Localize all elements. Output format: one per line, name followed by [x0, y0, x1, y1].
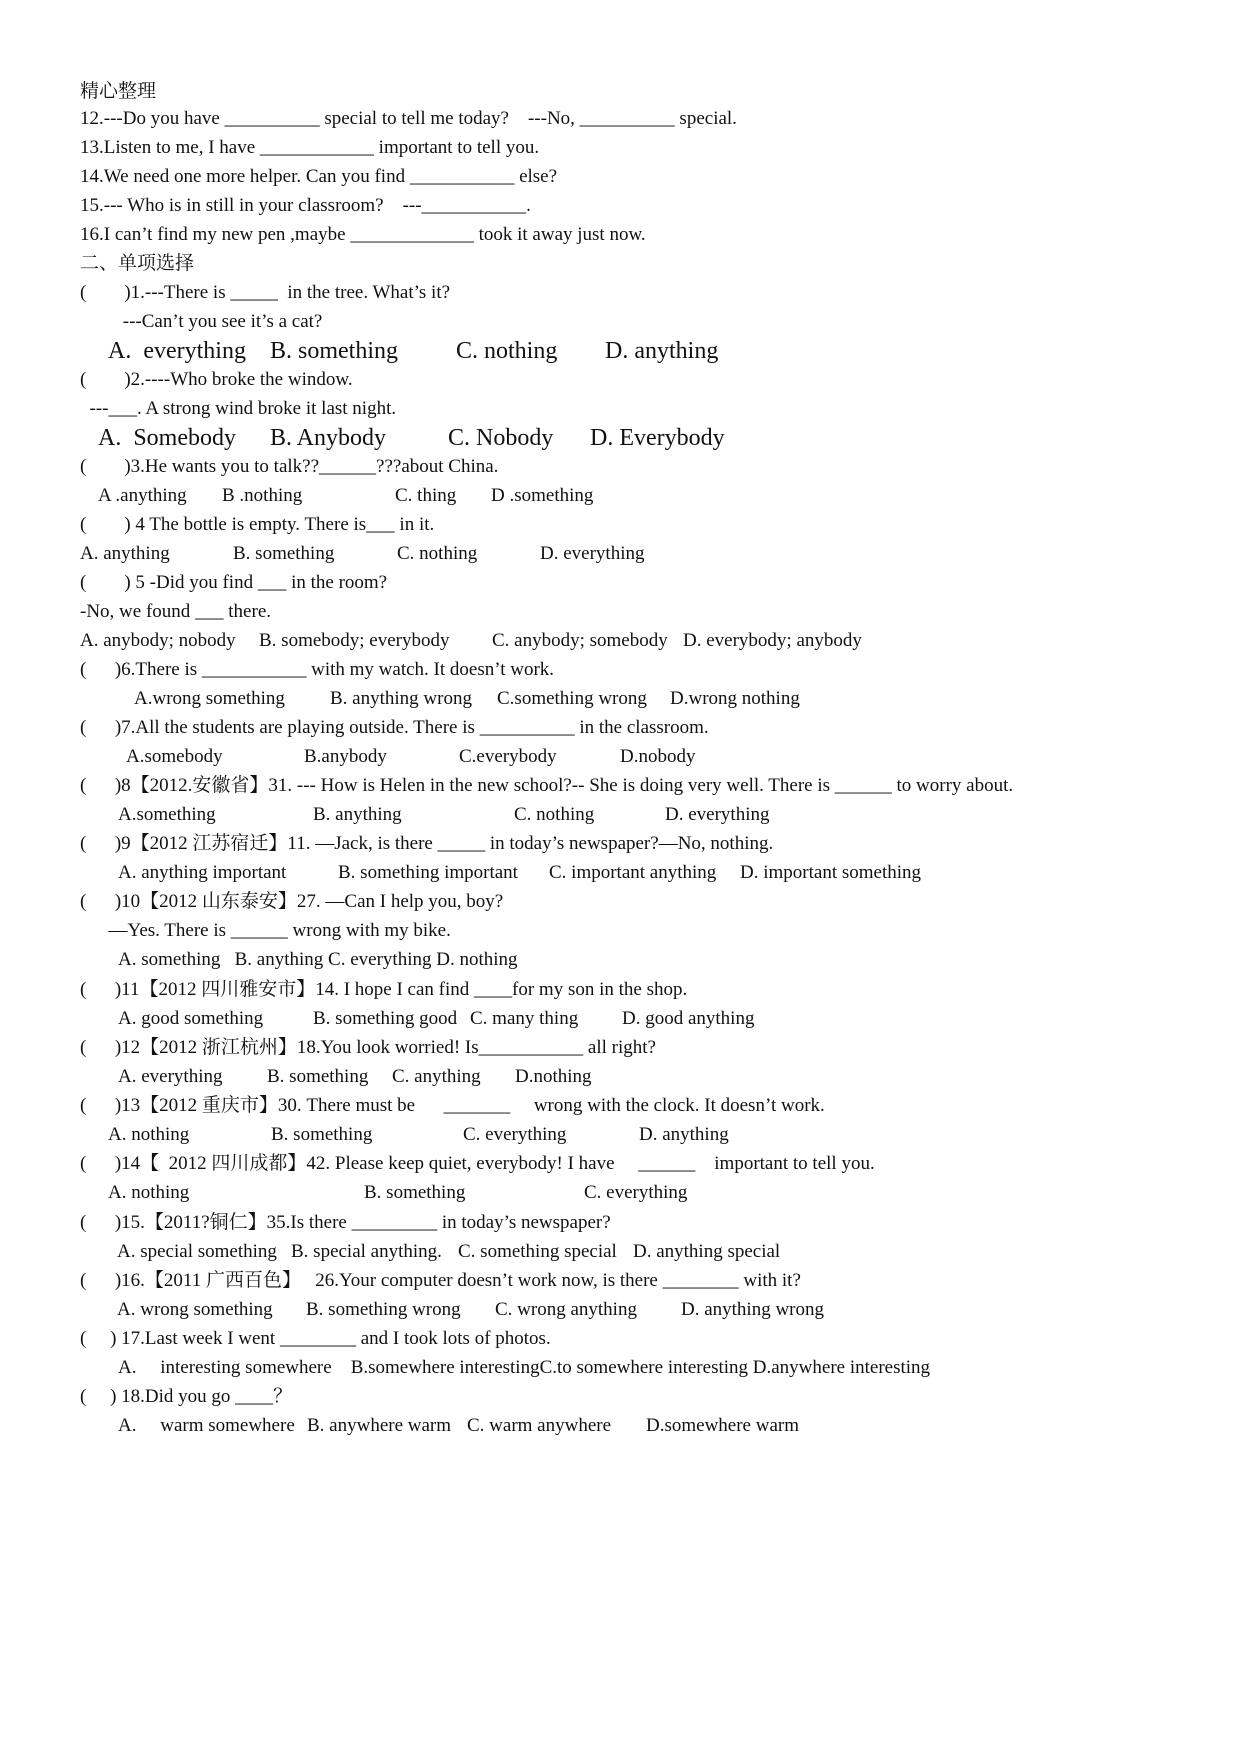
question-1-line-1: ( )1.---There is _____ in the tree. What’s it?: [80, 282, 451, 303]
question-14-option-c: C. everything: [584, 1182, 688, 1203]
question-4-option-a: A. anything: [80, 543, 170, 564]
question-14-option-a: A. nothing: [108, 1182, 190, 1203]
question-2-option-d: D. Everybody: [590, 425, 725, 451]
question-12-option-d: D.nothing: [515, 1066, 592, 1087]
question-10-options: A. something B. anything C. everything D. nothing: [118, 949, 518, 970]
question-11-option-d: D. good anything: [622, 1008, 755, 1029]
fill-blank-14: 14.We need one more helper. Can you find ___________ else?: [80, 166, 558, 187]
question-2-line-1: ( )2.----Who broke the window.: [80, 369, 353, 390]
question-11-line-1: ( )11【2012 四川雅安市】14. I hope I can find ____for my son in the shop.: [80, 979, 688, 1000]
question-4-option-c: C. nothing: [397, 543, 478, 564]
question-9-option-b: B. something important: [338, 862, 518, 883]
question-18-option-b: B. anywhere warm: [307, 1415, 452, 1436]
question-7-line-1: ( )7.All the students are playing outside. There is __________ in the classroom.: [80, 717, 709, 738]
question-14-option-b: B. something: [364, 1182, 466, 1203]
question-9-option-d: D. important something: [740, 862, 922, 883]
question-6-option-b: B. anything wrong: [330, 688, 472, 709]
question-15-line-1: ( )15.【2011?铜仁】35.Is there _________ in today’s newspaper?: [80, 1212, 611, 1233]
question-5-option-c: C. anybody; somebody: [492, 630, 668, 651]
question-12-option-a: A. everything: [118, 1066, 223, 1087]
question-10-line-2: —Yes. There is ______ wrong with my bike.: [80, 920, 451, 941]
question-5-line-1: ( ) 5 -Did you find ___ in the room?: [80, 572, 388, 593]
question-15-option-c: C. something special: [458, 1241, 617, 1262]
question-8-option-b: B. anything: [313, 804, 402, 825]
question-1-option-a: A. everything: [108, 338, 246, 364]
question-12-option-b: B. something: [267, 1066, 369, 1087]
question-4-option-b: B. something: [233, 543, 335, 564]
question-5-option-b: B. somebody; everybody: [259, 630, 450, 651]
question-13-option-a: A. nothing: [108, 1124, 190, 1145]
fill-blank-12: 12.---Do you have __________ special to tell me today? ---No, __________ special.: [80, 108, 737, 129]
question-7-option-b: B.anybody: [304, 746, 387, 767]
question-8-line-1: ( )8【2012.安徽省】31. --- How is Helen in the new school?-- She is doing very well. There is ______ to worry about.: [80, 775, 1014, 796]
question-4-line-1: ( ) 4 The bottle is empty. There is___ in it.: [80, 514, 435, 535]
question-1-line-2: ---Can’t you see it’s a cat?: [80, 311, 323, 332]
question-17-options: A. interesting somewhere B.somewhere interestingC.to somewhere interesting D.anywhere interesting: [118, 1357, 931, 1378]
question-2-option-a: A. Somebody: [98, 425, 236, 451]
fill-blank-13: 13.Listen to me, I have ____________ important to tell you.: [80, 137, 540, 158]
question-12-line-1: ( )12【2012 浙江杭州】18.You look worried! Is___________ all right?: [80, 1037, 656, 1058]
fill-blank-16: 16.I can’t find my new pen ,maybe _____________ took it away just now.: [80, 224, 646, 245]
question-7-option-c: C.everybody: [459, 746, 557, 767]
question-9-line-1: ( )9【2012 江苏宿迁】11. —Jack, is there _____ in today’s newspaper?—No, nothing.: [80, 833, 774, 854]
question-11-option-c: C. many thing: [470, 1008, 579, 1029]
question-6-option-c: C.something wrong: [497, 688, 647, 709]
question-18-option-a: A. warm somewhere: [118, 1415, 295, 1436]
question-13-option-d: D. anything: [639, 1124, 729, 1145]
question-16-option-b: B. something wrong: [306, 1299, 461, 1320]
question-11-option-b: B. something good: [313, 1008, 458, 1029]
question-5-option-a: A. anybody; nobody: [80, 630, 236, 651]
question-8-option-d: D. everything: [665, 804, 770, 825]
question-8-option-c: C. nothing: [514, 804, 595, 825]
question-12-option-c: C. anything: [392, 1066, 481, 1087]
question-3-option-d: D .something: [491, 485, 594, 506]
question-3-line-1: ( )3.He wants you to talk??______???about China.: [80, 456, 499, 477]
question-2-line-2: ---___. A strong wind broke it last night.: [80, 398, 397, 419]
question-16-line-1: ( )16.【2011 广西百色】 26.Your computer doesn’t work now, is there ________ with it?: [80, 1270, 801, 1291]
question-14-line-1: ( )14【 2012 四川成都】42. Please keep quiet, everybody! I have ______ important to tell you.: [80, 1153, 875, 1174]
question-2-option-b: B. Anybody: [270, 425, 387, 451]
question-7-option-d: D.nobody: [620, 746, 696, 767]
question-6-option-d: D.wrong nothing: [670, 688, 800, 709]
question-1-option-c: C. nothing: [456, 338, 558, 364]
question-13-option-c: C. everything: [463, 1124, 567, 1145]
question-2-option-c: C. Nobody: [448, 425, 554, 451]
question-6-line-1: ( )6.There is ___________ with my watch. It doesn’t work.: [80, 659, 555, 680]
question-3-option-b: B .nothing: [222, 485, 303, 506]
question-18-option-c: C. warm anywhere: [467, 1415, 612, 1436]
question-13-option-b: B. something: [271, 1124, 373, 1145]
question-17-line-1: ( ) 17.Last week I went ________ and I took lots of photos.: [80, 1328, 551, 1349]
question-15-option-a: A. special something: [117, 1241, 277, 1262]
question-15-option-b: B. special anything.: [291, 1241, 442, 1262]
question-18-option-d: D.somewhere warm: [646, 1415, 800, 1436]
question-7-option-a: A.somebody: [126, 746, 223, 767]
question-18-line-1: ( ) 18.Did you go ____？: [80, 1386, 293, 1407]
question-3-option-a: A .anything: [98, 485, 187, 506]
question-10-line-1: ( )10【2012 山东泰安】27. —Can I help you, boy?: [80, 891, 504, 912]
question-1-option-b: B. something: [270, 338, 399, 364]
question-11-option-a: A. good something: [118, 1008, 264, 1029]
question-16-option-c: C. wrong anything: [495, 1299, 637, 1320]
question-13-line-1: ( )13【2012 重庆市】30. There must be _______ wrong with the clock. It doesn’t work.: [80, 1095, 825, 1116]
question-16-option-d: D. anything wrong: [681, 1299, 825, 1320]
fill-blank-15: 15.--- Who is in still in your classroom? ---___________.: [80, 195, 531, 216]
question-6-option-a: A.wrong something: [134, 688, 285, 709]
question-9-option-a: A. anything important: [118, 862, 287, 883]
question-9-option-c: C. important anything: [549, 862, 717, 883]
question-3-option-c: C. thing: [395, 485, 457, 506]
question-5-option-d: D. everybody; anybody: [683, 630, 862, 651]
header-label: 精心整理: [80, 81, 157, 102]
question-16-option-a: A. wrong something: [117, 1299, 273, 1320]
question-8-option-a: A.something: [118, 804, 216, 825]
section-title: 二、单项选择: [80, 253, 195, 274]
question-4-option-d: D. everything: [540, 543, 645, 564]
question-15-option-d: D. anything special: [633, 1241, 781, 1262]
question-1-option-d: D. anything: [605, 338, 719, 364]
question-5-line-2: -No, we found ___ there.: [80, 601, 272, 622]
